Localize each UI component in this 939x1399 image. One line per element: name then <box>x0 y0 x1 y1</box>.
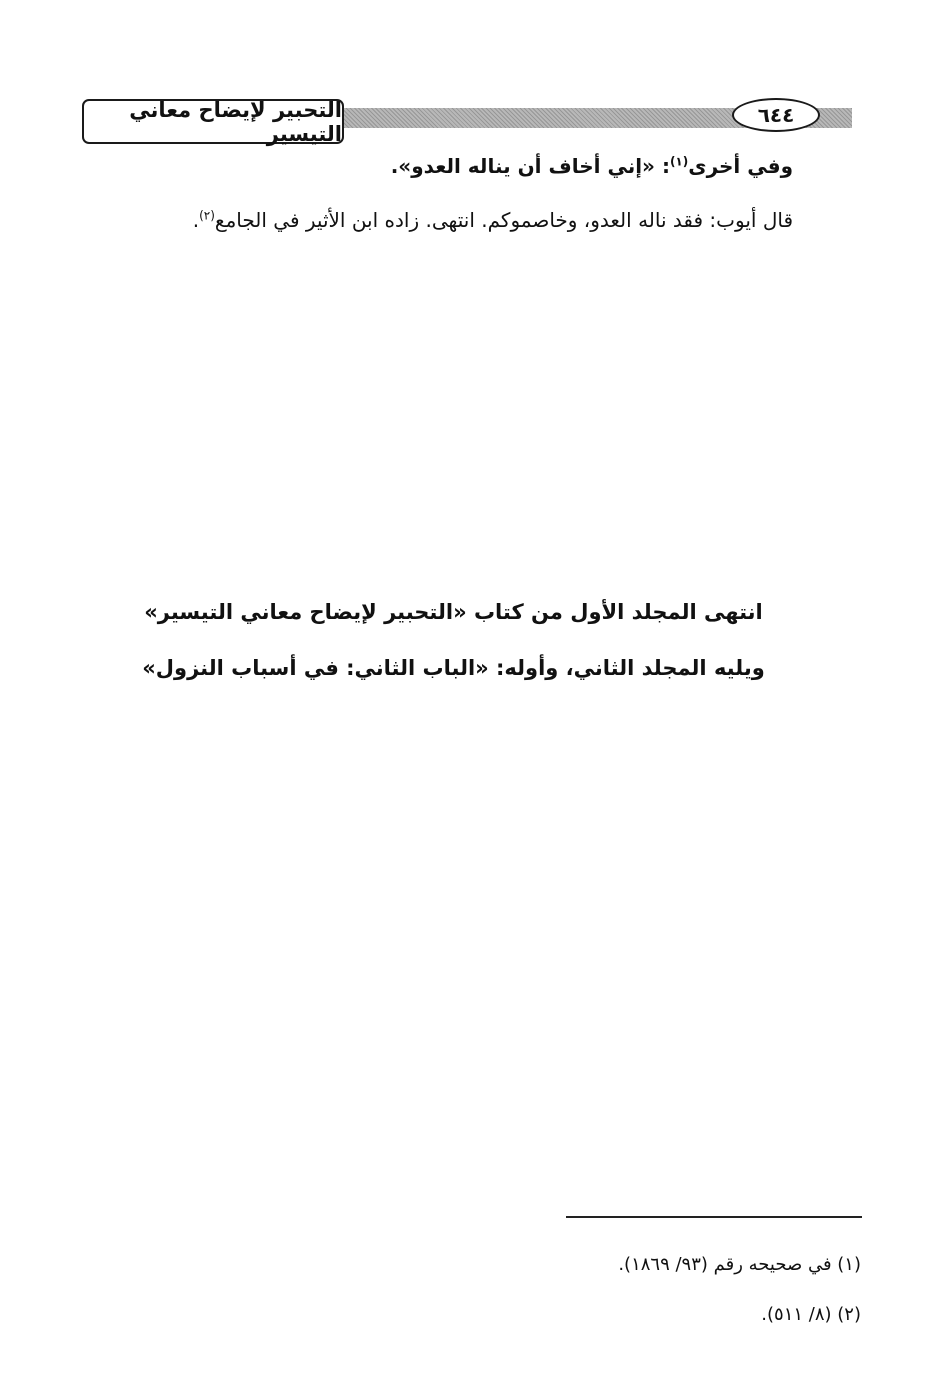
footnote-ref-1: (١) <box>669 154 689 169</box>
page-header <box>80 98 852 148</box>
page-number: ٦٤٤ <box>757 103 795 127</box>
book-title: التحبير لإيضاح معاني التيسير <box>129 97 342 146</box>
footnote-1: (١) في صحيحه رقم (٩٣/ ١٨٦٩). <box>618 1254 861 1275</box>
footnote-2: (٢) (٨/ ٥١١). <box>761 1304 861 1325</box>
book-title-box <box>82 99 344 144</box>
line2-text: قال أيوب: فقد ناله العدو، وخاصموكم. انتهى. زاده ابن الأثير في الجامع <box>214 208 793 232</box>
body-line-1 <box>391 154 793 178</box>
line1-prefix: وفي أخرى <box>688 154 793 178</box>
footnote-ref-2: (٢) <box>199 208 215 223</box>
line1-quote: : «إني أخاف أن يناله العدو». <box>390 154 670 178</box>
body-line-2 <box>193 208 793 232</box>
line2-end: . <box>192 208 200 232</box>
page-number-oval <box>732 98 820 132</box>
closing-line-2: ويليه المجلد الثاني، وأوله: «الباب الثاني: في أسباب النزول» <box>142 656 765 680</box>
closing-line-1: انتهى المجلد الأول من كتاب «التحبير لإيضاح معاني التيسير» <box>144 600 763 624</box>
footnote-separator <box>566 1216 862 1218</box>
